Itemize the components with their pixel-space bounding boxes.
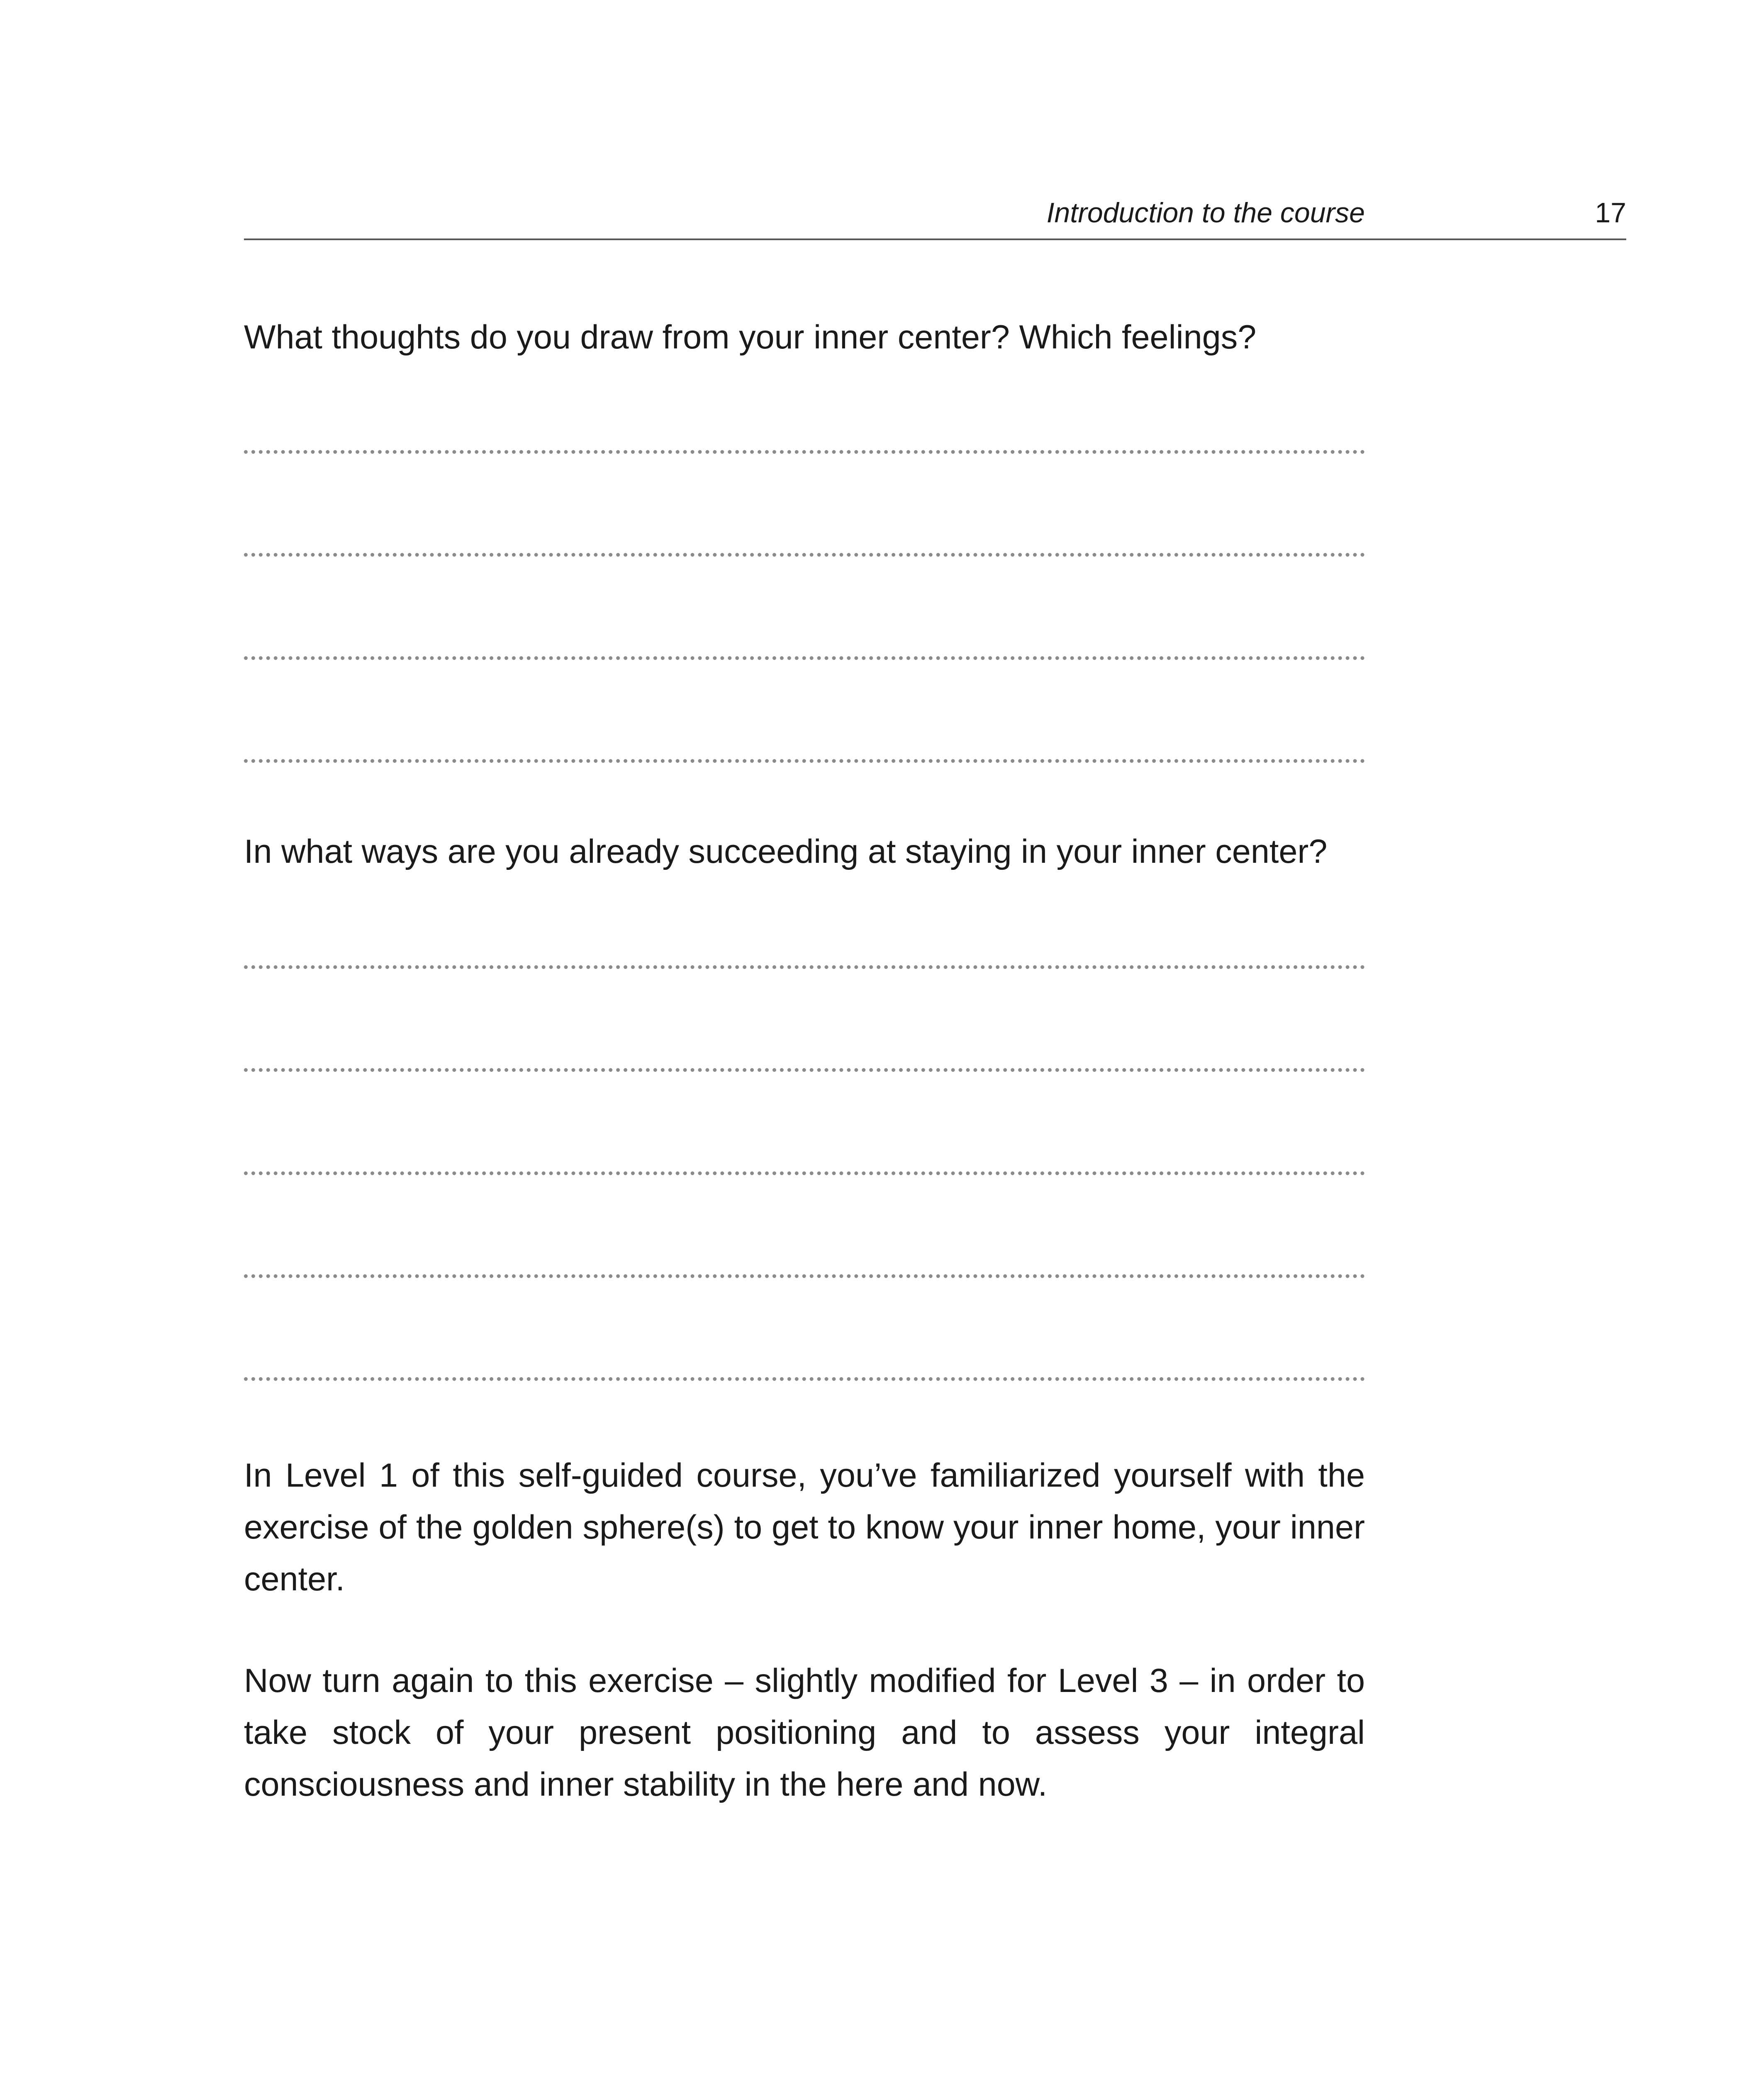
answer-line-2-3[interactable] bbox=[244, 1171, 1365, 1175]
answer-line-1-2[interactable] bbox=[244, 553, 1365, 557]
answer-line-2-4[interactable] bbox=[244, 1274, 1365, 1278]
page-number: 17 bbox=[1595, 197, 1626, 229]
question-1: What thoughts do you draw from your inner center? Which feelings? bbox=[244, 319, 1257, 356]
body-paragraph-1: In Level 1 of this self-guided course, you’ve familiarized yourself with the exercise of the golden sphere(s) to get to know your inner home, your inner center. bbox=[244, 1457, 1365, 1598]
paragraph-1-block bbox=[244, 1450, 1365, 1605]
answer-line-2-5[interactable] bbox=[244, 1377, 1365, 1381]
answer-line-1-3[interactable] bbox=[244, 656, 1365, 660]
question-1-block bbox=[244, 316, 1365, 358]
answer-line-1-4[interactable] bbox=[244, 759, 1365, 763]
body-paragraph-2: Now turn again to this exercise – slightly modified for Level 3 – in order to take stock of your present positioning and to assess your integral consciousness and inner stability in the here and now. bbox=[244, 1662, 1365, 1803]
answer-line-1-1[interactable] bbox=[244, 450, 1365, 454]
answer-line-2-2[interactable] bbox=[244, 1068, 1365, 1072]
question-2: In what ways are you already succeeding at staying in your inner center? bbox=[244, 833, 1328, 870]
running-title: Introduction to the course bbox=[1046, 197, 1365, 229]
running-header bbox=[244, 189, 1626, 240]
answer-line-2-1[interactable] bbox=[244, 965, 1365, 969]
question-2-block bbox=[244, 831, 1365, 872]
paragraph-2-block bbox=[244, 1655, 1365, 1811]
